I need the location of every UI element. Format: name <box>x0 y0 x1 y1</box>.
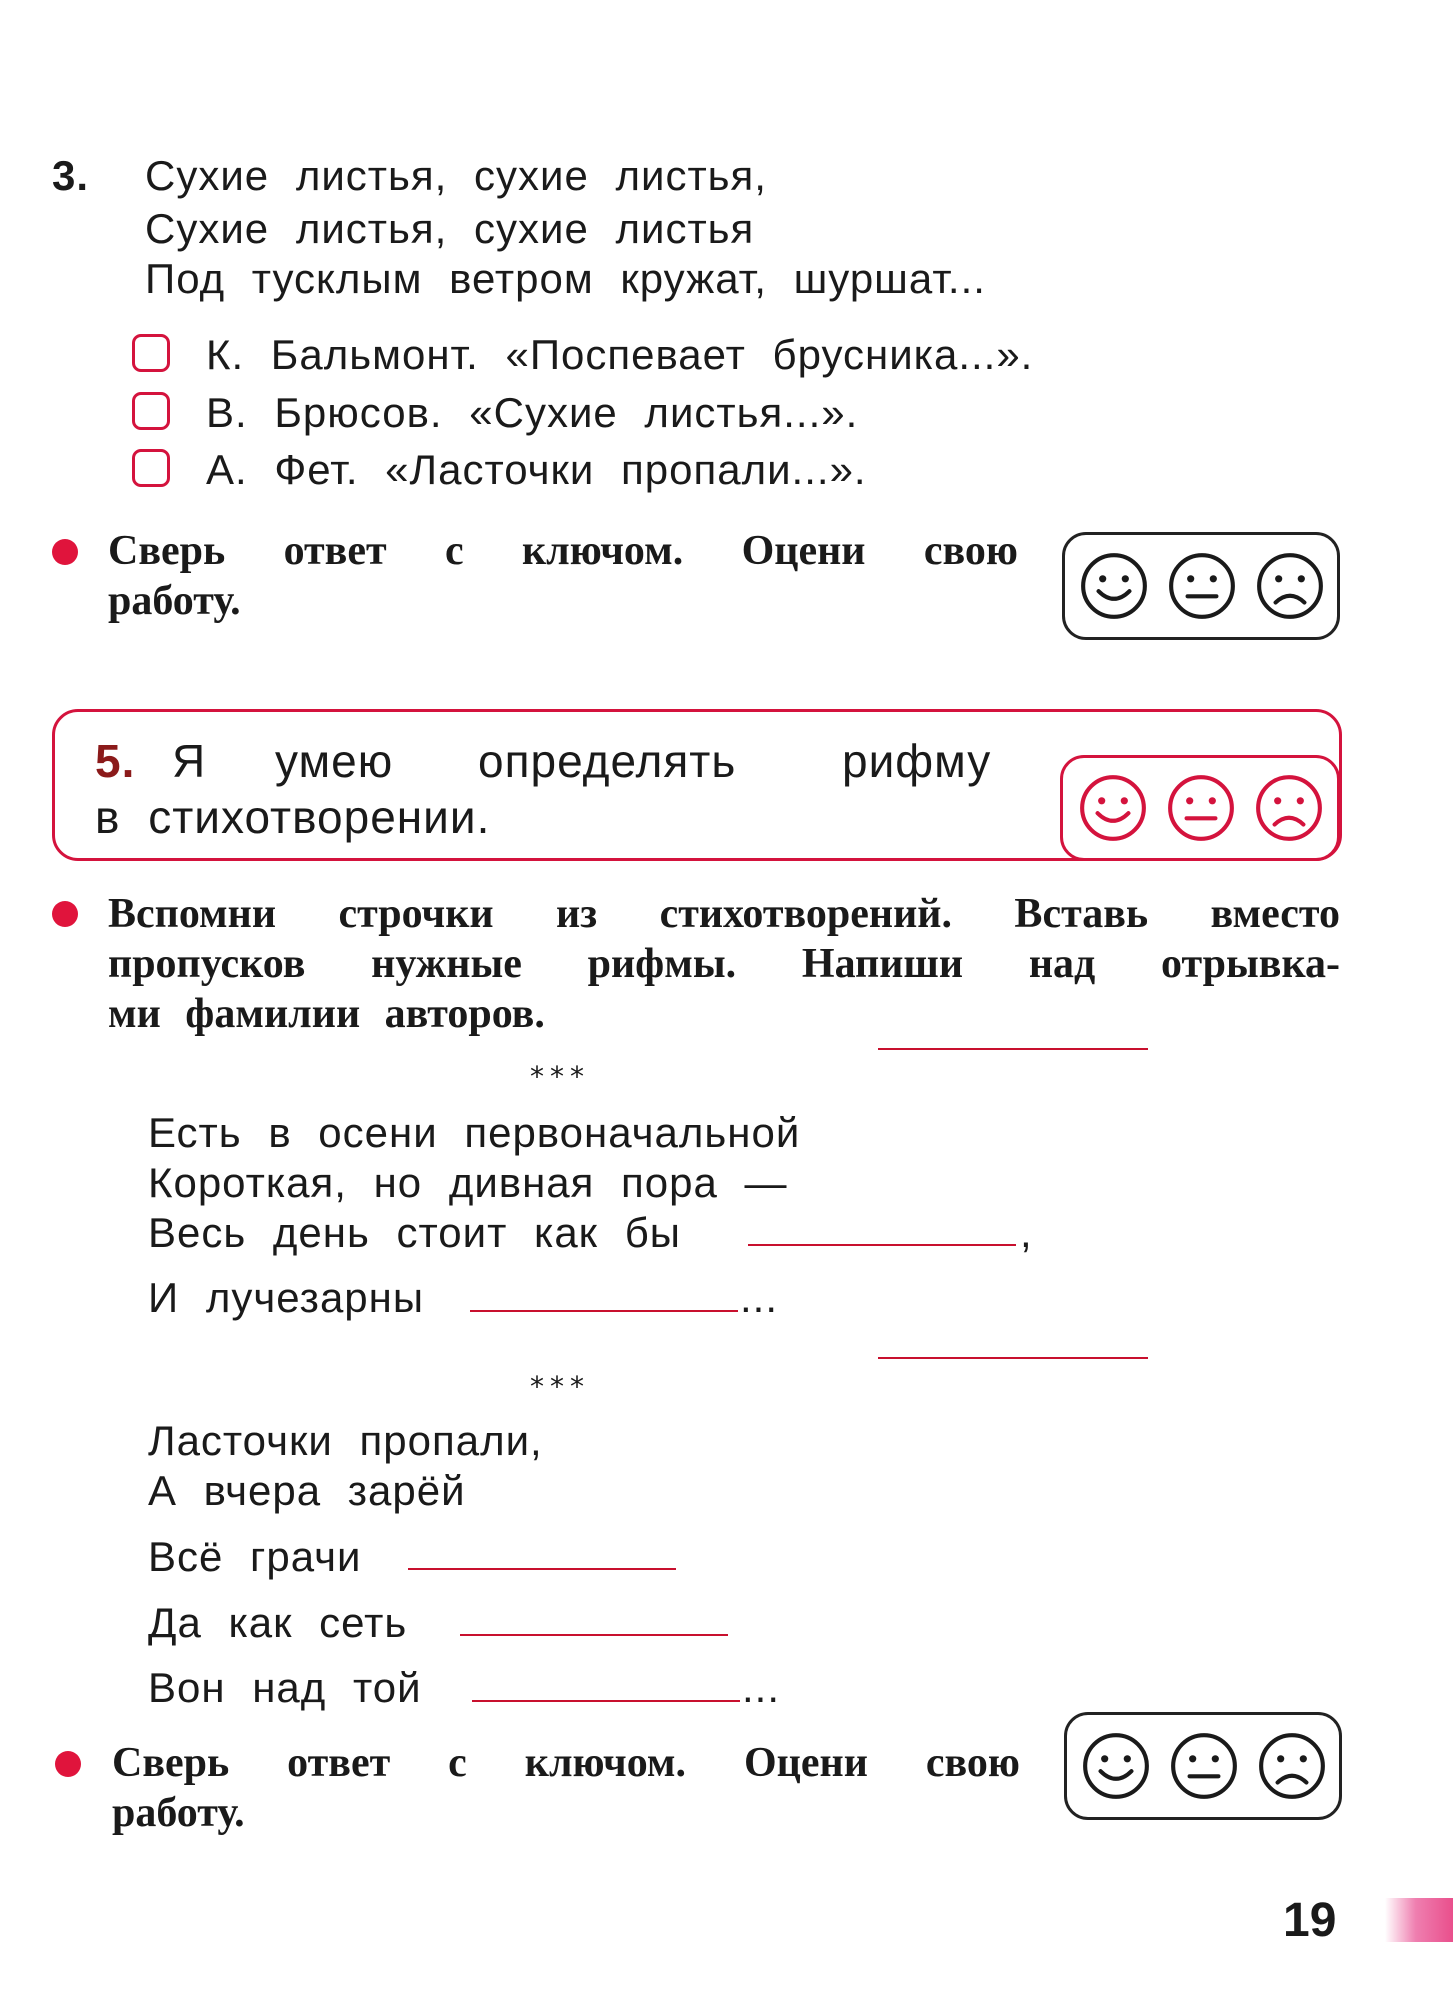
option-checkbox-1[interactable] <box>132 334 170 372</box>
option-checkbox-3[interactable] <box>132 449 170 487</box>
check-instruction-cont: работу. <box>108 578 241 624</box>
skill-word: определять <box>478 735 737 787</box>
bullet-icon <box>52 539 78 565</box>
happy-face-icon[interactable] <box>1080 1730 1152 1802</box>
poem-separator: *** <box>530 1060 590 1093</box>
poem-separator: *** <box>530 1370 590 1403</box>
poem-line: Сухие листья, сухие листья <box>145 205 755 252</box>
skill-number-5: 5. <box>95 735 136 787</box>
check-instruction: Сверь ответ с ключом. Оцени свою <box>112 1740 1020 1786</box>
poem1-line-4: И лучезарны <box>148 1274 425 1321</box>
neutral-face-icon[interactable] <box>1166 550 1238 622</box>
poem2-line-3: Всё грачи <box>148 1533 362 1580</box>
check-instruction-cont: работу. <box>112 1790 245 1836</box>
punctuation: , <box>1020 1209 1033 1256</box>
poem2-line-1: Ласточки пропали, <box>148 1417 543 1464</box>
neutral-face-icon[interactable] <box>1165 772 1237 844</box>
rhyme-answer-line[interactable] <box>408 1568 676 1570</box>
poem2-line-2: А вчера зарёй <box>148 1467 466 1514</box>
page-number: 19 <box>1283 1894 1337 1947</box>
rhyme-answer-line[interactable] <box>470 1310 738 1312</box>
sad-face-icon[interactable] <box>1256 1730 1328 1802</box>
skill-line-2: в стихотворении. <box>95 791 491 843</box>
poem2-line-5: Вон над той <box>148 1664 422 1711</box>
skill-word: Я <box>172 735 207 787</box>
rhyme-answer-line[interactable] <box>748 1244 1016 1246</box>
sad-face-icon[interactable] <box>1253 772 1325 844</box>
poem1-line-1: Есть в осени первоначальной <box>148 1109 801 1156</box>
poem2-line-4: Да как сеть <box>148 1599 408 1646</box>
rhyme-answer-line[interactable] <box>472 1700 740 1702</box>
sad-face-icon[interactable] <box>1254 550 1326 622</box>
instruction-line: Вспомни строчки из стихотворений. Вставь вместо <box>108 891 1340 937</box>
self-assessment <box>1062 532 1340 640</box>
punctuation: ... <box>742 1664 781 1711</box>
happy-face-icon[interactable] <box>1078 550 1150 622</box>
instruction-line: пропусков нужные рифмы. Напиши над отрывка- <box>108 941 1340 987</box>
instruction-line: ми фамилии авторов. <box>108 991 545 1037</box>
option-checkbox-2[interactable] <box>132 392 170 430</box>
page-tab-decoration <box>1385 1898 1453 1942</box>
self-assessment <box>1064 1712 1342 1820</box>
bullet-icon <box>55 1751 81 1777</box>
rhyme-answer-line[interactable] <box>460 1634 728 1636</box>
poem1-line-2: Короткая, но дивная пора — <box>148 1159 788 1206</box>
option-label-2: В. Брюсов. «Сухие листья...». <box>206 389 859 436</box>
happy-face-icon[interactable] <box>1077 772 1149 844</box>
skill-word: умею <box>275 735 394 787</box>
skill-word: рифму <box>842 735 992 787</box>
poem1-line-3: Весь день стоит как бы <box>148 1209 681 1256</box>
option-label-3: А. Фет. «Ласточки пропали...». <box>206 446 867 493</box>
author-answer-line[interactable] <box>878 1048 1148 1050</box>
poem-line: Сухие листья, сухие листья, <box>145 152 767 199</box>
neutral-face-icon[interactable] <box>1168 1730 1240 1802</box>
punctuation: ... <box>740 1274 779 1321</box>
poem-line: Под тусклым ветром кружат, шуршат... <box>145 255 986 302</box>
task-number-3: 3. <box>52 152 90 199</box>
bullet-icon <box>52 901 78 927</box>
option-label-1: К. Бальмонт. «Поспевает брусника...». <box>206 331 1034 378</box>
check-instruction: Сверь ответ с ключом. Оцени свою <box>108 528 1018 574</box>
skill-self-assessment <box>1060 755 1340 861</box>
author-answer-line[interactable] <box>878 1357 1148 1359</box>
